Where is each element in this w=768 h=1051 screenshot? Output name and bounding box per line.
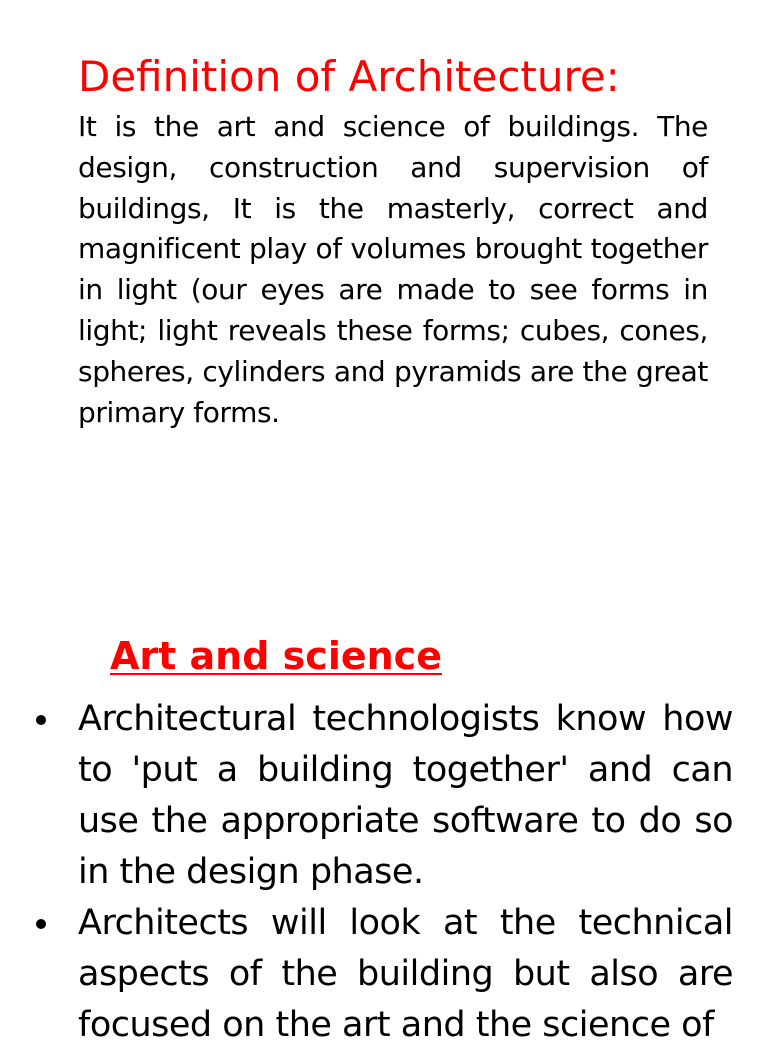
art-and-science-heading: Art and science xyxy=(110,634,442,678)
definition-heading: Definition of Architecture: xyxy=(78,52,620,101)
bullet-point-icon xyxy=(36,919,46,929)
bullet-text: Architects will look at the technical aspects of the building but also are focused on the art and the science of xyxy=(78,903,733,1045)
bullet-item xyxy=(78,898,733,1051)
definition-paragraph: It is the art and science of buildings. The design, construction and supervision of buildings, It is the masterly, correct and magnificent play of volumes brought together in light (our eyes are made to see forms in light; light reveals these forms; cubes, cones, spheres, cylinders and pyramids are the great primary forms. xyxy=(78,110,708,429)
bullet-item xyxy=(78,694,733,898)
bullet-text: Architectural technologists know how to 'put a building together' and can use the appropriate software to do so in the design phase. xyxy=(78,699,733,892)
bullet-list xyxy=(0,694,768,1051)
bullet-point-icon xyxy=(36,715,46,725)
